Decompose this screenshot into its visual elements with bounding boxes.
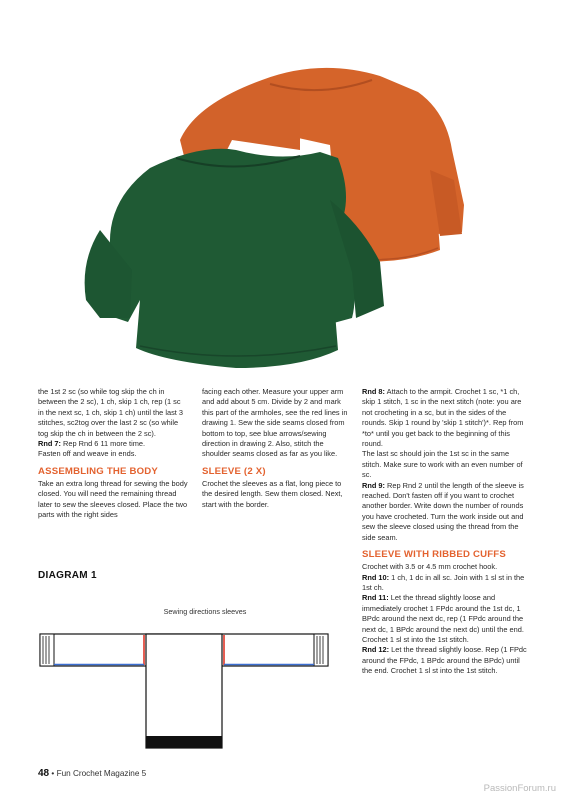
paragraph xyxy=(38,439,188,449)
round-text: Let the thread slightly loose. Rep (1 FPdc around the FPdc, 1 BPdc around the BPdc) until the end. Crochet 1 sl st into the 1st stitch. xyxy=(362,645,527,676)
paragraph: Take an extra long thread for sewing the body closed. You will need the remaining thread later to sew the sleeves closed. Place the two parts with the right sides xyxy=(38,478,188,520)
round-text: Rep Rnd 2 until the length of the sleeve is reached. Don't fasten off if you want to crochet another border. Write down the number of rounds you have crocheted. Turn the work inside out and sew the sleeve closed using the thread from the side seam. xyxy=(362,480,524,542)
footer-bullet: • xyxy=(51,769,55,778)
paragraph xyxy=(362,593,530,645)
paragraph xyxy=(362,387,530,449)
round-label: Rnd 12: xyxy=(362,645,390,655)
paragraph: the 1st 2 sc (so while tog skip the ch in between the 2 sc), 1 ch, skip 1 ch, rep (1 sc in the next sc, 1 ch, skip 1 ch) until the last 3 stitches, sc2tog over the last 2 sc (so while tog skip the ch in between the 2 sc). xyxy=(38,387,184,438)
diagram-caption: Sewing directions sleeves xyxy=(163,607,247,616)
round-label: Rnd 7: xyxy=(38,439,61,449)
left-cuff xyxy=(40,634,54,666)
round-label: Rnd 10: xyxy=(362,572,390,582)
paragraph xyxy=(362,573,530,594)
right-cuff xyxy=(314,634,328,666)
section-heading: SLEEVE WITH RIBBED CUFFS xyxy=(362,549,506,561)
watermark: PassionForum.ru xyxy=(483,783,556,794)
paragraph xyxy=(362,481,530,543)
paragraph xyxy=(362,645,530,676)
paragraph: Crochet the sleeves as a flat, long piece to the desired length. Sew them closed. Next, start with the border. xyxy=(202,478,343,509)
round-text: 1 ch, 1 dc in all sc. Join with 1 sl st in the 1st ch. xyxy=(362,572,525,592)
section-heading: ASSEMBLING THE BODY xyxy=(38,465,158,477)
round-label: Rnd 11: xyxy=(362,593,389,603)
round-label: Rnd 9: xyxy=(362,480,385,490)
paragraph: The last sc should join the 1st sc in the same stitch. Make sure to work with an even number of sc. xyxy=(362,449,523,480)
diagram-title: DIAGRAM 1 xyxy=(38,570,97,581)
paragraph: facing each other. Measure your upper arm and add about 5 cm. Divide by 2 and mark this part of the armholes, see the red lines in drawing 1. Sew the side seams closed from bottom to top, see blue arrows/sewing direction in drawing 2. Also, stitch the shoulder seams closed as far as you like. xyxy=(202,387,348,459)
page-number: 48 xyxy=(38,768,50,779)
magazine-name: Fun Crochet Magazine 5 xyxy=(56,769,147,778)
section-heading: SLEEVE (2 X) xyxy=(202,465,266,477)
round-text: Let the thread slightly loose and immediately crochet 1 FPdc around the 1st dc, 1 BPdc around the next dc, rep (1 FPdc around the next dc, 1 BPdc around the next dc) until the end. Crochet 1 sl st into the 1st stitch. xyxy=(362,593,524,644)
text-column-1 xyxy=(38,387,188,520)
round-text: Rep Rnd 6 11 more time. xyxy=(61,439,146,449)
round-label: Rnd 8: xyxy=(362,387,385,396)
text-column-2 xyxy=(202,387,352,510)
round-text: Attach to the armpit. Crochet 1 sc, *1 ch, skip 1 stitch, 1 sc in the next stitch (note: you are not crocheting in a sc, but in the sides of the rounds. Skip 1 round by 'skip 1 stitch')*. Rep from *to* until you get back to the beginning of this round. xyxy=(362,387,524,449)
text-column-3 xyxy=(362,387,530,677)
paragraph: Fasten off and weave in ends. xyxy=(38,449,137,459)
green-sweater xyxy=(85,149,384,368)
paragraph: Crochet with 3.5 or 4.5 mm crochet hook. xyxy=(362,562,498,572)
sweaters-photo xyxy=(0,0,566,378)
sweater-diagram xyxy=(36,624,332,754)
page-footer xyxy=(38,768,146,779)
